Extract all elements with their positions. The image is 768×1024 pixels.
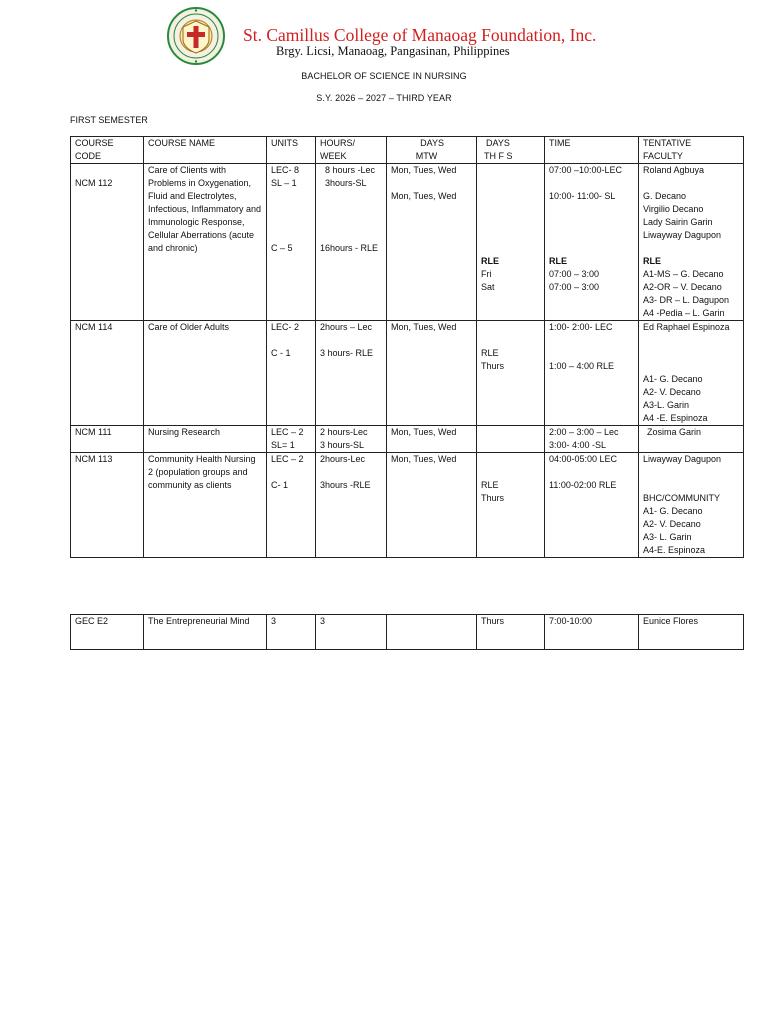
days-thfs-cell: RLE Thurs [477,453,545,558]
days-mtw-cell: Mon, Tues, Wed [387,453,477,558]
time-cell: 07:00 –10:00-LEC 10:00- 11:00- SL RLE 07:00 – 3:00 07:00 – 3:00 [545,164,639,321]
header-course-name: COURSE NAME [144,137,267,164]
header-time: TIME [545,137,639,164]
faculty-cell: Eunice Flores [639,615,744,650]
course-name-cell: Care of Older Adults [144,321,267,426]
days-mtw-cell: Mon, Tues, Wed [387,321,477,426]
course-name-cell: Nursing Research [144,426,267,453]
faculty-cell: Roland Agbuya G. Decano Virgilio Decano Lady Sairin Garin Liwayway Dagupon RLE A1-MS – G. Decano A2-OR – V. Decano A3- DR – L. Dagupon A4 -Pedia – L. Garin [639,164,744,321]
table-row [71,321,744,426]
course-name-cell: Care of Clients with Problems in Oxygenation, Fluid and Electrolytes, Infectious, Inflammatory and Immunologic Response, Cellular Aberrations (acute and chronic) [144,164,267,321]
header-units: UNITS [267,137,316,164]
header-days-mtw: DAYS MTW [387,137,477,164]
program-title: BACHELOR OF SCIENCE IN NURSING [301,71,467,81]
elective-table [70,614,744,650]
hours-cell: 3 [316,615,387,650]
faculty-cell: Ed Raphael Espinoza A1- G. Decano A2- V. Decano A3-L. Garin A4 -E. Espinoza [639,321,744,426]
hours-cell: 8 hours -Lec 3hours-SL 16hours - RLE [316,164,387,321]
semester-label: FIRST SEMESTER [70,115,148,125]
header-days-thfs: DAYS TH F S [477,137,545,164]
college-address: Brgy. Licsi, Manaoag, Pangasinan, Philippines [276,44,510,58]
table-row [71,453,744,558]
time-cell: 04:00-05:00 LEC 11:00-02:00 RLE [545,453,639,558]
hours-cell: 2 hours-Lec 3 hours-SL [316,426,387,453]
course-code-cell: GEC E2 [71,615,144,650]
hours-cell: 2hours-Lec 3hours -RLE [316,453,387,558]
table-row [71,615,744,650]
schedule-table [70,136,744,558]
units-cell: LEC- 8 SL – 1 C – 5 [267,164,316,321]
table-row [71,164,744,321]
hours-cell: 2hours – Lec 3 hours- RLE [316,321,387,426]
table-header-row [71,137,744,164]
units-cell: LEC – 2 SL= 1 [267,426,316,453]
days-thfs-cell: RLE Fri Sat [477,164,545,321]
faculty-cell: Zosima Garin [639,426,744,453]
college-seal-logo [166,6,226,66]
days-thfs-cell [477,426,545,453]
course-name-cell: The Entrepreneurial Mind [144,615,267,650]
units-cell: 3 [267,615,316,650]
header-course-code: COURSE CODE [71,137,144,164]
header-hours: HOURS/ WEEK [316,137,387,164]
letterhead [166,6,626,64]
course-code-cell: NCM 112 [71,164,144,321]
time-cell: 1:00- 2:00- LEC 1:00 – 4:00 RLE [545,321,639,426]
course-name-cell: Community Health Nursing 2 (population groups and community as clients [144,453,267,558]
days-mtw-cell: Mon, Tues, Wed [387,426,477,453]
course-code-cell: NCM 111 [71,426,144,453]
days-mtw-cell: Mon, Tues, Wed Mon, Tues, Wed [387,164,477,321]
time-cell: 7:00-10:00 [545,615,639,650]
table-row [71,426,744,453]
units-cell: LEC – 2 C- 1 [267,453,316,558]
units-cell: LEC- 2 C - 1 [267,321,316,426]
header-faculty: TENTATIVE FACULTY [639,137,744,164]
course-code-cell: NCM 114 [71,321,144,426]
time-cell: 2:00 – 3:00 – Lec 3:00- 4:00 -SL [545,426,639,453]
days-thfs-cell: Thurs [477,615,545,650]
course-code-cell: NCM 113 [71,453,144,558]
college-name: St. Camillus College of Manaoag Foundation, Inc. [243,25,597,45]
days-thfs-cell: RLE Thurs [477,321,545,426]
faculty-cell: Liwayway Dagupon BHC/COMMUNITY A1- G. Decano A2- V. Decano A3- L. Garin A4-E. Espinoza [639,453,744,558]
days-mtw-cell [387,615,477,650]
school-year: S.Y. 2026 – 2027 – THIRD YEAR [316,93,452,103]
